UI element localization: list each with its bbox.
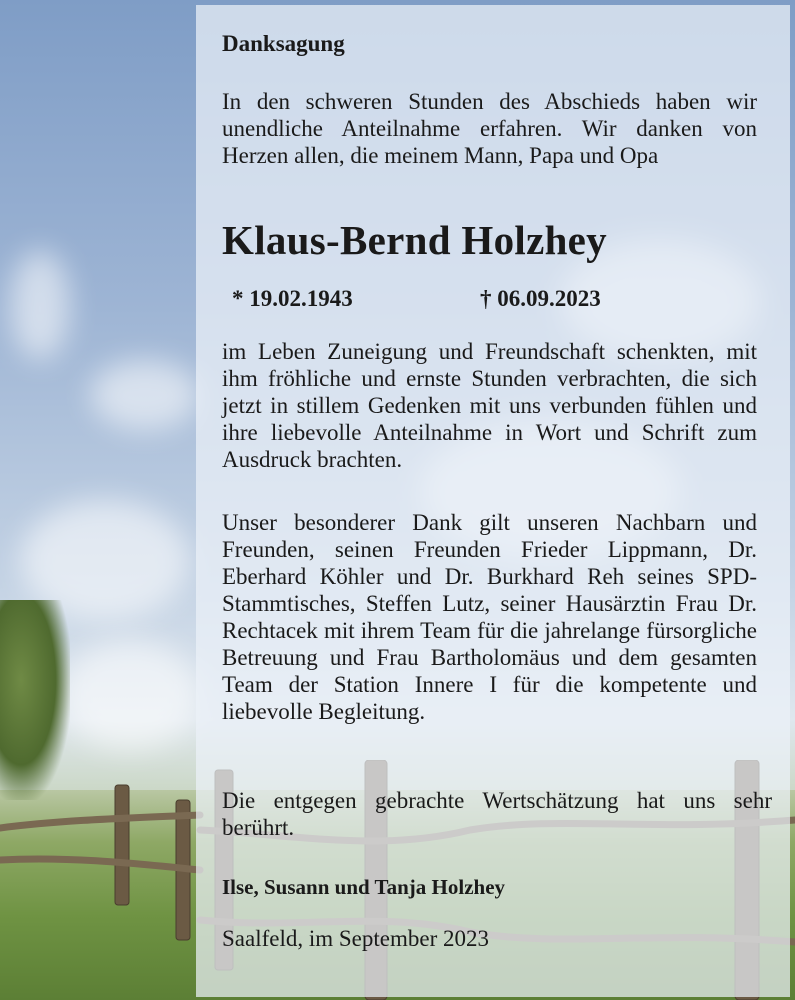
cloud [60, 640, 200, 750]
intro-text: In den schweren Stunden des Abschieds haben wir unendliche Anteilnahme erfahren. Wir danken von Herzen allen, die meinem Mann, Papa und Opa [222, 89, 757, 168]
place-and-date: Saalfeld, im September 2023 [222, 926, 489, 951]
cloud [90, 360, 200, 430]
closing-text: Die entgegen gebrachte Wertschätzung hat uns sehr berührt. [222, 788, 772, 840]
notice-heading: Danksagung [222, 31, 345, 56]
signature: Ilse, Susann und Tanja Holzhey [222, 875, 506, 899]
thanks-text: Unser besonderer Dank gilt unseren Nachbarn und Freunden, seinen Freunden Frieder Lippmann, Dr. Eberhard Köhler und Dr. Burkhard Reh seines SPD-Stammtisches, Steffen Lutz, seiner Hausärztin Frau Dr. Rechtacek mit ihrem Team für die jahrelange fürsorgliche Betreuung und Frau Bartholomäus und dem gesamten Team der Station Innere I für die kompetente und liebevolle Begleitung. [222, 510, 757, 724]
deceased-name: Klaus-Bernd Holzhey [222, 217, 607, 263]
birth-date: * 19.02.1943 [232, 286, 353, 311]
cloud [10, 250, 70, 360]
death-date: † 06.09.2023 [480, 286, 601, 311]
body-text: im Leben Zuneigung und Freundschaft schenkten, mit ihm fröhliche und ernste Stunden verbrachten, die sich jetzt in stillem Gedenken mit uns verbunden fühlen und ihre liebevolle Anteilnahme in Wort und Schrift zum Ausdruck brachten. [222, 339, 757, 472]
